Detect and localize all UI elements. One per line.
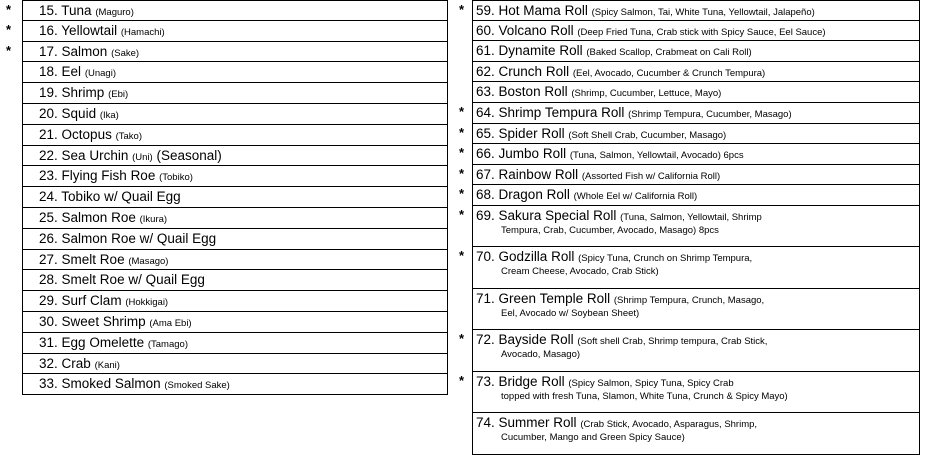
item-name: Smoked Salmon [61, 376, 161, 392]
recommended-star-icon: * [459, 145, 465, 161]
item-name: Sakura Special Roll [498, 207, 617, 223]
item-description: (Assorted Fish w/ California Roll) [581, 170, 721, 182]
item-number: 65. [476, 125, 495, 141]
recommended-star-icon: * [459, 165, 465, 181]
menu-item [472, 413, 920, 455]
recommended-star-icon: * [6, 42, 12, 58]
menu-item [472, 41, 920, 62]
item-name: Godzilla Roll [498, 249, 575, 265]
item-number: 18. [39, 64, 58, 80]
item-number: 63. [476, 84, 495, 100]
item-number: 22. [39, 147, 58, 163]
menu-item [459, 247, 920, 289]
menu-item [459, 372, 920, 414]
item-name: Sweet Shrimp [61, 313, 146, 329]
menu-item [459, 165, 920, 186]
item-number: 31. [39, 334, 58, 350]
item-number: 64. [476, 104, 495, 120]
item-number: 17. [39, 43, 58, 59]
item-japanese-name: (Maguro) [95, 7, 134, 18]
menu-item [22, 374, 448, 395]
menu-item [22, 291, 448, 312]
item-name: Salmon [61, 43, 108, 59]
item-name: Crab [61, 355, 91, 371]
item-name: Salmon Roe w/ Quail Egg [61, 230, 217, 246]
item-number: 23. [39, 168, 58, 184]
menu-item [22, 166, 448, 187]
menu-item [22, 312, 448, 333]
item-number: 74. [476, 415, 495, 431]
menu-item [6, 42, 448, 63]
recommended-star-icon: * [459, 372, 465, 388]
menu-item [472, 62, 920, 83]
recommended-star-icon: * [459, 2, 465, 17]
item-name: Surf Clam [61, 293, 122, 309]
menu-item [459, 185, 920, 206]
item-description: (Deep Fried Tuna, Crab stick with Spicy Sauce, Eel Sauce) [577, 26, 826, 38]
item-description: (Tuna, Salmon, Yellowtail, Shrimp [620, 211, 762, 223]
item-japanese-name: (Sake) [111, 47, 140, 59]
menu-item [22, 250, 448, 271]
item-number: 73. [476, 373, 495, 389]
item-name: Dynamite Roll [498, 43, 583, 59]
item-description: (Soft shell Crab, Shrimp tempura, Crab Stick, [577, 336, 768, 348]
item-number: 60. [476, 22, 495, 38]
item-description: (Soft Shell Crab, Cucumber, Masago) [568, 129, 727, 141]
menu-item [472, 82, 920, 103]
item-name: Summer Roll [498, 415, 577, 431]
item-number: 16. [39, 22, 58, 38]
item-name: Rainbow Roll [498, 166, 579, 182]
item-description: (Spicy Salmon, Spicy Tuna, Spicy Crab [568, 377, 734, 389]
menu-item [22, 187, 448, 208]
item-description: (Baked Scallop, Crabmeat on Cali Roll) [586, 47, 752, 59]
item-name: Smelt Roe w/ Quail Egg [61, 272, 205, 288]
item-name: Bridge Roll [498, 373, 565, 389]
item-name: Green Temple Roll [498, 290, 611, 306]
item-japanese-name: (Hamachi) [120, 26, 165, 38]
menu-item [472, 289, 920, 331]
item-number: 30. [39, 313, 58, 329]
menu-item [472, 21, 920, 42]
item-number: 71. [476, 290, 495, 306]
item-number: 33. [39, 376, 58, 392]
special-rolls-list [459, 0, 920, 455]
menu-item [459, 124, 920, 145]
item-description-continued: Cream Cheese, Avocado, Crab Stick) [501, 266, 659, 278]
item-number: 29. [39, 293, 58, 309]
recommended-star-icon: * [6, 21, 12, 37]
item-japanese-name: (Tamago) [147, 338, 188, 350]
item-name: Boston Roll [498, 84, 568, 100]
menu-item [6, 21, 448, 42]
menu-item [22, 62, 448, 83]
item-name: Dragon Roll [498, 187, 570, 203]
menu-item [459, 144, 920, 165]
item-number: 67. [476, 166, 495, 182]
menu-item [22, 125, 448, 146]
item-description: (Tuna, Salmon, Yellowtail, Avocado) 6pcs [569, 150, 744, 162]
menu-item [22, 229, 448, 250]
item-name: Shrimp Tempura Roll [498, 104, 625, 120]
item-japanese-name: (Tobiko) [159, 172, 193, 184]
item-name: Squid [61, 105, 97, 121]
item-description-continued: Cucumber, Mango and Green Spicy Sauce) [501, 432, 685, 444]
item-description: (Crab Stick, Avocado, Asparagus, Shrimp, [580, 419, 758, 431]
item-number: 20. [39, 105, 58, 121]
item-description: (Shrimp, Cucumber, Lettuce, Mayo) [571, 88, 722, 100]
item-number: 72. [476, 332, 495, 348]
item-japanese-name: (Ikura) [139, 213, 168, 225]
item-description-continued: Eel, Avocado w/ Soybean Sheet) [501, 307, 640, 319]
item-number: 21. [39, 126, 58, 142]
menu-item [22, 146, 448, 167]
menu-item [459, 330, 920, 372]
menu-item [22, 333, 448, 354]
item-japanese-name: (Ika) [99, 109, 119, 121]
menu-item [22, 83, 448, 104]
item-name: Hot Mama Roll [498, 3, 588, 18]
item-number: 26. [39, 230, 58, 246]
item-japanese-name: (Uni) [132, 151, 153, 163]
item-japanese-name: (Hokkigai) [125, 297, 169, 309]
recommended-star-icon: * [6, 2, 12, 17]
item-japanese-name: (Tako) [115, 130, 142, 142]
menu-item [22, 270, 448, 291]
item-name: Eel [61, 64, 82, 80]
item-japanese-name: (Unagi) [84, 68, 116, 80]
item-name: Jumbo Roll [498, 146, 567, 162]
item-number: 32. [39, 355, 58, 371]
menu-item [6, 0, 448, 21]
item-number: 24. [39, 189, 58, 205]
item-number: 70. [476, 249, 495, 265]
item-number: 25. [39, 209, 58, 225]
item-description: (Shrimp Tempura, Crunch, Masago, [613, 294, 765, 306]
menu-item [22, 104, 448, 125]
item-name: Tobiko w/ Quail Egg [61, 189, 181, 205]
recommended-star-icon: * [459, 248, 465, 264]
item-number: 19. [39, 85, 58, 101]
item-name: Octopus [61, 126, 112, 142]
item-name: Yellowtail [61, 22, 118, 38]
recommended-star-icon: * [459, 331, 465, 347]
item-number: 61. [476, 43, 495, 59]
item-name: Smelt Roe [61, 251, 125, 267]
item-name: Bayside Roll [498, 332, 574, 348]
nigiri-list [6, 0, 448, 395]
item-number: 68. [476, 187, 495, 203]
recommended-star-icon: * [459, 103, 465, 119]
item-description: (Spicy Tuna, Crunch on Shrimp Tempura, [578, 253, 753, 265]
item-name: Sea Urchin [61, 147, 129, 163]
item-description-continued: Tempura, Crab, Cucumber, Avocado, Masago) 8pcs [501, 224, 719, 236]
item-number: 62. [476, 63, 495, 79]
recommended-star-icon: * [459, 206, 465, 222]
item-name: Tuna [61, 3, 92, 18]
item-number: 28. [39, 272, 58, 288]
menu-item [22, 354, 448, 375]
item-name: Egg Omelette [61, 334, 145, 350]
item-description: (Whole Eel w/ California Roll) [573, 191, 698, 203]
recommended-star-icon: * [459, 186, 465, 202]
recommended-star-icon: * [459, 124, 465, 140]
item-number: 15. [39, 3, 58, 18]
item-japanese-name: (Masago) [128, 255, 169, 267]
item-number: 69. [476, 207, 495, 223]
item-note: (Seasonal) [156, 147, 222, 163]
menu-item [459, 103, 920, 124]
item-japanese-name: (Ebi) [108, 89, 129, 101]
item-japanese-name: (Ama Ebi) [149, 317, 192, 329]
item-description: (Eel, Avocado, Cucumber & Crunch Tempura) [572, 67, 766, 79]
item-description-continued: topped with fresh Tuna, Slamon, White Tuna, Crunch & Spicy Mayo) [501, 390, 788, 402]
item-name: Spider Roll [498, 125, 565, 141]
item-number: 59. [476, 3, 495, 18]
item-description: (Shrimp Tempura, Cucumber, Masago) [628, 108, 792, 120]
menu-item [459, 206, 920, 248]
item-description: (Spicy Salmon, Tai, White Tuna, Yellowtail, Jalapeño) [591, 7, 815, 18]
item-number: 27. [39, 251, 58, 267]
item-japanese-name: (Smoked Sake) [164, 380, 230, 392]
item-name: Flying Fish Roe [61, 168, 156, 184]
menu-item [22, 208, 448, 229]
menu-item [459, 0, 920, 21]
item-name: Volcano Roll [498, 22, 574, 38]
item-description-continued: Avocado, Masago) [501, 349, 581, 361]
item-number: 66. [476, 146, 495, 162]
item-name: Salmon Roe [61, 209, 136, 225]
item-japanese-name: (Kani) [94, 359, 120, 371]
item-name: Shrimp [61, 85, 105, 101]
item-name: Crunch Roll [498, 63, 570, 79]
